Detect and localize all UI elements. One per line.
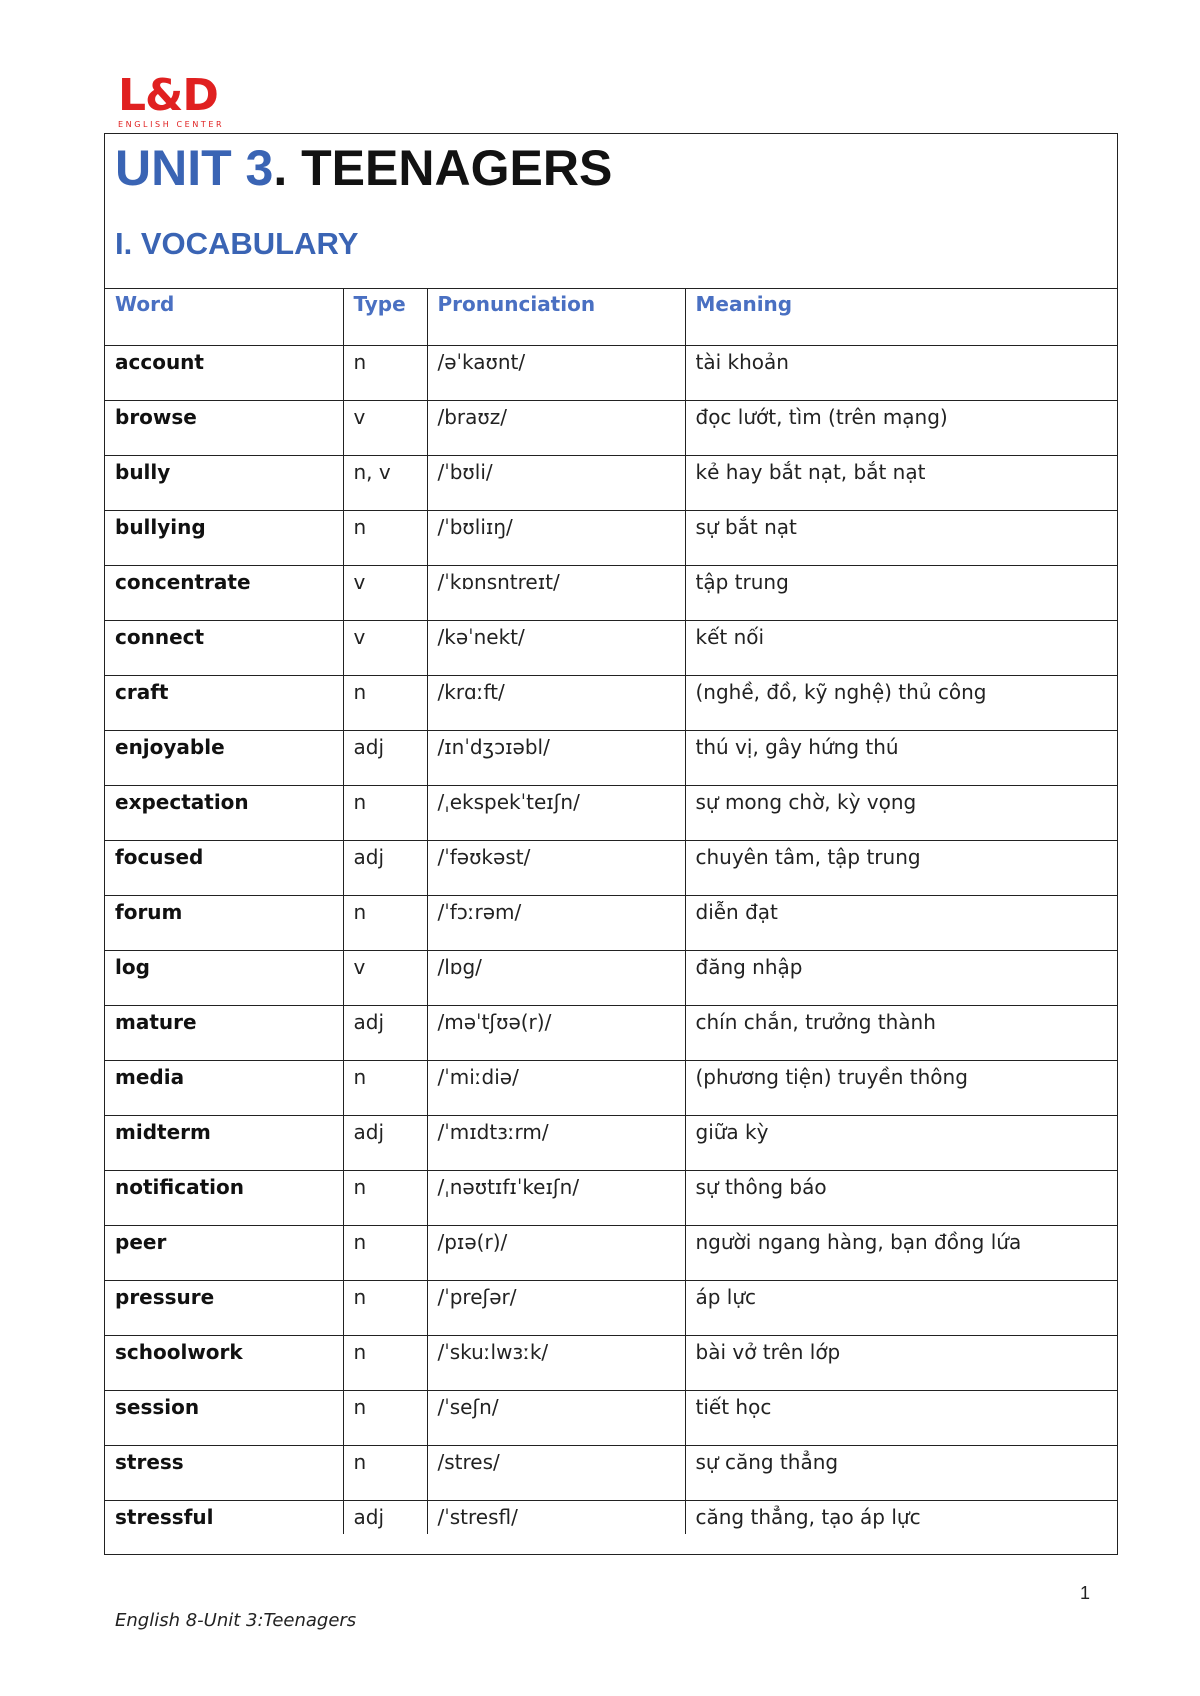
table-row [105, 1335, 1117, 1390]
cell-type: n [343, 1445, 427, 1500]
cell-type: n [343, 1335, 427, 1390]
table-row [105, 1170, 1117, 1225]
cell-type: n [343, 785, 427, 840]
logo-text: L&D [118, 70, 218, 121]
cell-word: account [105, 345, 343, 400]
table-row [105, 510, 1117, 565]
cell-word: midterm [105, 1115, 343, 1170]
vocabulary-table-body [105, 345, 1117, 1534]
cell-meaning: tài khoản [685, 345, 1117, 400]
cell-meaning: người ngang hàng, bạn đồng lứa [685, 1225, 1117, 1280]
cell-pronunciation: /ˈfɔːrəm/ [427, 895, 685, 950]
cell-word: stressful [105, 1500, 343, 1534]
cell-word: stress [105, 1445, 343, 1500]
cell-pronunciation: /stres/ [427, 1445, 685, 1500]
table-row [105, 1060, 1117, 1115]
cell-word: bullying [105, 510, 343, 565]
cell-word: focused [105, 840, 343, 895]
table-row [105, 620, 1117, 675]
cell-type: n [343, 345, 427, 400]
table-row [105, 895, 1117, 950]
cell-type: n [343, 1390, 427, 1445]
table-row [105, 1500, 1117, 1534]
cell-word: browse [105, 400, 343, 455]
cell-word: schoolwork [105, 1335, 343, 1390]
cell-meaning: sự mong chờ, kỳ vọng [685, 785, 1117, 840]
header-box [105, 134, 1117, 289]
cell-meaning: sự căng thẳng [685, 1445, 1117, 1500]
table-row [105, 840, 1117, 895]
table-header-row [105, 288, 1117, 345]
cell-pronunciation: /ˈbʊli/ [427, 455, 685, 510]
cell-type: adj [343, 1115, 427, 1170]
cell-type: adj [343, 1500, 427, 1534]
column-header-word: Word [105, 288, 343, 345]
cell-pronunciation: /kəˈnekt/ [427, 620, 685, 675]
table-row [105, 1005, 1117, 1060]
cell-type: n [343, 1170, 427, 1225]
cell-word: forum [105, 895, 343, 950]
table-row [105, 400, 1117, 455]
cell-meaning: thú vị, gây hứng thú [685, 730, 1117, 785]
table-row [105, 1445, 1117, 1500]
cell-word: peer [105, 1225, 343, 1280]
cell-meaning: chuyên tâm, tập trung [685, 840, 1117, 895]
cell-meaning: (phương tiện) truyền thông [685, 1060, 1117, 1115]
cell-meaning: bài vở trên lớp [685, 1335, 1117, 1390]
cell-type: v [343, 565, 427, 620]
cell-pronunciation: /əˈkaʊnt/ [427, 345, 685, 400]
cell-pronunciation: /ˈskuːlwɜːk/ [427, 1335, 685, 1390]
unit-number: 3 [245, 140, 274, 196]
cell-meaning: tiết học [685, 1390, 1117, 1445]
table-row [105, 455, 1117, 510]
cell-meaning: giữa kỳ [685, 1115, 1117, 1170]
cell-type: n [343, 675, 427, 730]
cell-pronunciation: /ˈkɒnsntreɪt/ [427, 565, 685, 620]
cell-word: expectation [105, 785, 343, 840]
cell-word: enjoyable [105, 730, 343, 785]
cell-pronunciation: /ˌekspekˈteɪʃn/ [427, 785, 685, 840]
cell-meaning: kết nối [685, 620, 1117, 675]
cell-meaning: tập trung [685, 565, 1117, 620]
unit-prefix: UNIT [115, 140, 246, 196]
cell-pronunciation: /ˈpreʃər/ [427, 1280, 685, 1335]
cell-meaning: áp lực [685, 1280, 1117, 1335]
table-row [105, 1390, 1117, 1445]
cell-type: n [343, 1280, 427, 1335]
column-header-type: Type [343, 288, 427, 345]
cell-word: mature [105, 1005, 343, 1060]
cell-word: connect [105, 620, 343, 675]
logo-subtitle: ENGLISH CENTER [118, 120, 225, 129]
cell-meaning: (nghề, đồ, kỹ nghệ) thủ công [685, 675, 1117, 730]
table-row [105, 1280, 1117, 1335]
cell-pronunciation: /lɒg/ [427, 950, 685, 1005]
cell-pronunciation: /pɪə(r)/ [427, 1225, 685, 1280]
cell-meaning: đọc lướt, tìm (trên mạng) [685, 400, 1117, 455]
table-row [105, 785, 1117, 840]
column-header-meaning: Meaning [685, 288, 1117, 345]
cell-pronunciation: /ˈmiːdiə/ [427, 1060, 685, 1115]
cell-pronunciation: /ˈstresfl/ [427, 1500, 685, 1534]
cell-pronunciation: /ˈbʊliɪŋ/ [427, 510, 685, 565]
cell-word: media [105, 1060, 343, 1115]
unit-name: . TEENAGERS [273, 140, 613, 196]
cell-pronunciation: /ˈfəʊkəst/ [427, 840, 685, 895]
cell-type: n, v [343, 455, 427, 510]
vocabulary-table [105, 288, 1117, 1534]
cell-type: v [343, 400, 427, 455]
cell-pronunciation: /krɑːft/ [427, 675, 685, 730]
column-header-pronunciation: Pronunciation [427, 288, 685, 345]
cell-word: concentrate [105, 565, 343, 620]
cell-word: notification [105, 1170, 343, 1225]
content-frame [104, 133, 1118, 1555]
table-row [105, 950, 1117, 1005]
cell-pronunciation: /məˈtʃʊə(r)/ [427, 1005, 685, 1060]
cell-word: bully [105, 455, 343, 510]
page-number: 1 [1080, 1583, 1091, 1603]
cell-type: adj [343, 840, 427, 895]
cell-pronunciation: /ˈmɪdtɜːrm/ [427, 1115, 685, 1170]
cell-type: adj [343, 1005, 427, 1060]
cell-word: craft [105, 675, 343, 730]
cell-meaning: chín chắn, trưởng thành [685, 1005, 1117, 1060]
cell-type: n [343, 510, 427, 565]
cell-meaning: diễn đạt [685, 895, 1117, 950]
cell-meaning: căng thẳng, tạo áp lực [695, 1504, 921, 1529]
cell-type: n [343, 1225, 427, 1280]
cell-type: n [343, 895, 427, 950]
cell-word: session [105, 1390, 343, 1445]
cell-pronunciation: /braʊz/ [427, 400, 685, 455]
brand-logo [118, 70, 228, 130]
cell-pronunciation: /ˌnəʊtɪfɪˈkeɪʃn/ [427, 1170, 685, 1225]
page-footer: English 8-Unit 3:Teenagers [115, 1610, 357, 1631]
cell-type: adj [343, 730, 427, 785]
cell-meaning: sự thông báo [685, 1170, 1117, 1225]
cell-pronunciation: /ˈseʃn/ [427, 1390, 685, 1445]
page-title [115, 136, 612, 200]
table-row [105, 730, 1117, 785]
cell-type: v [343, 620, 427, 675]
cell-meaning: đăng nhập [685, 950, 1117, 1005]
cell-word: pressure [105, 1280, 343, 1335]
cell-type: v [343, 950, 427, 1005]
cell-pronunciation: /ɪnˈdʒɔɪəbl/ [427, 730, 685, 785]
table-row [105, 1225, 1117, 1280]
table-row [105, 345, 1117, 400]
cell-meaning: kẻ hay bắt nạt, bắt nạt [685, 455, 1117, 510]
cell-type: n [343, 1060, 427, 1115]
section-title: I. VOCABULARY [115, 226, 359, 261]
table-row [105, 1115, 1117, 1170]
cell-meaning: sự bắt nạt [685, 510, 1117, 565]
table-row [105, 565, 1117, 620]
table-row [105, 675, 1117, 730]
cell-word: log [105, 950, 343, 1005]
